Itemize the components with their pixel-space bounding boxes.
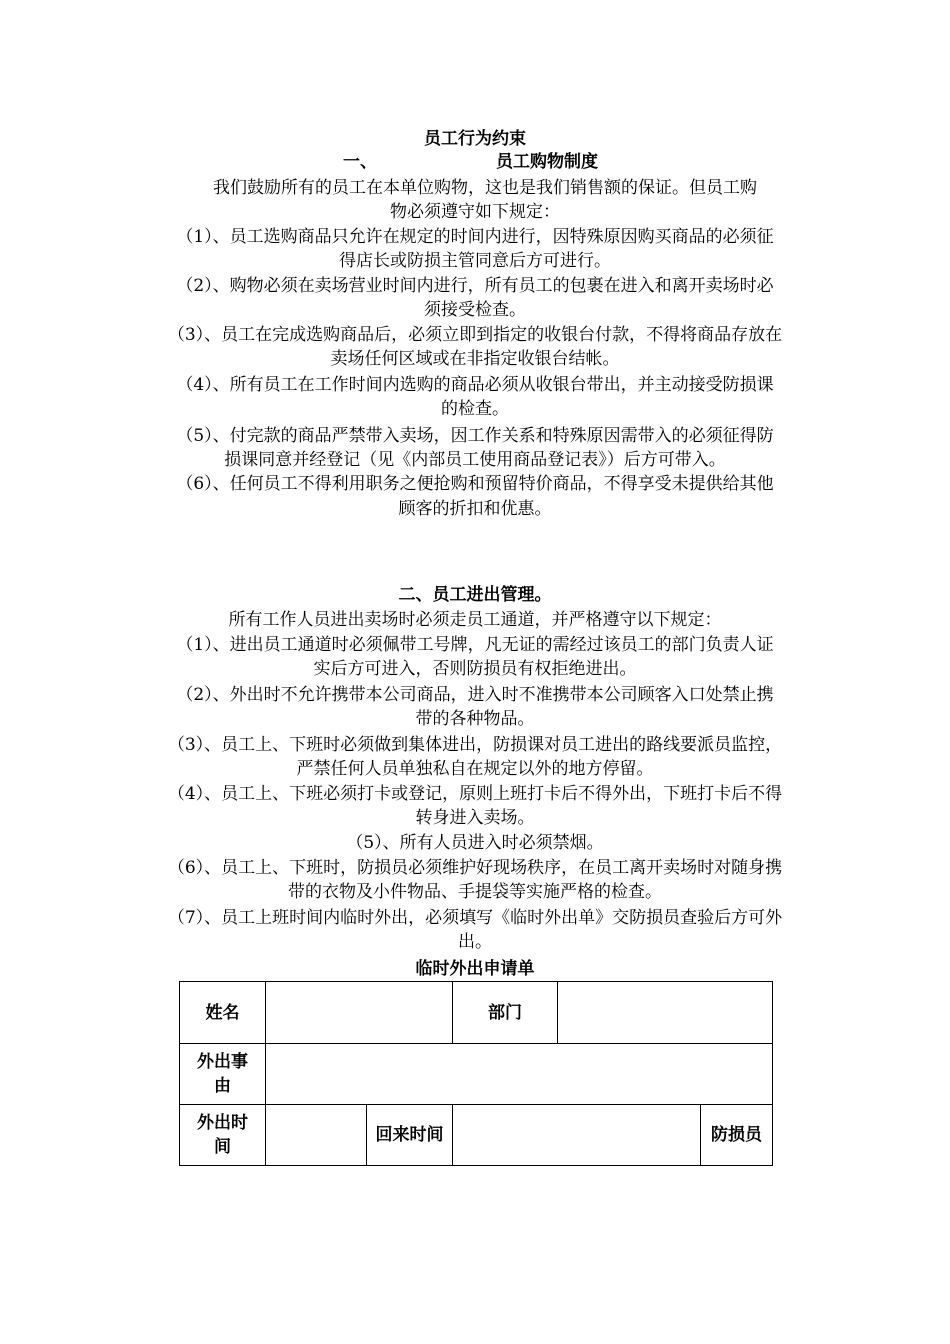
section1-rule6-line1: （6）、任何员工不得利用职务之便抢购和预留特价商品，不得享受未提供给其他 bbox=[176, 474, 774, 494]
section2-rule6-line1: （6）、员工上、下班时，防损员必须维护好现场秩序，在员工离开卖场时对随身携 bbox=[167, 858, 783, 878]
section1-rule4-line1: （4）、所有员工在工作时间内选购的商品必须从收银台带出，并主动接受防损课 bbox=[176, 375, 774, 395]
reason-label bbox=[180, 1044, 266, 1105]
section1-rule4-line2: 的检查。 bbox=[441, 399, 509, 419]
out-time-label bbox=[180, 1105, 266, 1166]
section1-rule1-line1: （1）、员工选购商品只允许在规定的时间内进行，因特殊原因购买商品的必须征 bbox=[176, 227, 774, 247]
section2-rule7-line1: （7）、员工上班时间内临时外出，必须填写《临时外出单》交防损员查验后方可外 bbox=[167, 908, 783, 928]
reason-label-line2: 由 bbox=[214, 1076, 231, 1096]
out-time-value-cell[interactable] bbox=[266, 1105, 367, 1166]
form-row-reason bbox=[180, 1044, 773, 1105]
form-title: 临时外出申请单 bbox=[415, 959, 535, 979]
section1-rule2-line2: 须接受检查。 bbox=[424, 300, 526, 320]
name-value-cell[interactable] bbox=[266, 982, 453, 1044]
dept-value-cell[interactable] bbox=[558, 982, 773, 1044]
section1-rule5-line1: （5）、付完款的商品严禁带入卖场，因工作关系和特殊原因需带入的必须征得防 bbox=[176, 426, 774, 446]
name-label: 姓名 bbox=[180, 982, 266, 1044]
section1-rule3-line1: （3）、员工在完成选购商品后，必须立即到指定的收银台付款，不得将商品存放在 bbox=[167, 325, 783, 345]
out-time-label-line2: 间 bbox=[214, 1137, 231, 1157]
leave-request-form-table bbox=[179, 981, 773, 1166]
reason-label-line1: 外出事 bbox=[197, 1052, 248, 1072]
section2-rule6-line2: 带的衣物及小件物品、手提袋等实施严格的检查。 bbox=[288, 882, 662, 902]
section1-intro-line1: 我们鼓励所有的员工在本单位购物，这也是我们销售额的保证。但员工购 bbox=[213, 178, 757, 198]
section2-rule5-line1: （5）、所有人员进入时必须禁烟。 bbox=[346, 833, 604, 853]
guard-label: 防损员 bbox=[701, 1105, 773, 1166]
section2-rule4-line1: （4）、员工上、下班必须打卡或登记，原则上班打卡后不得外出，下班打卡后不得 bbox=[167, 784, 783, 804]
section2-rule3-line1: （3）、员工上、下班时必须做到集体进出，防损课对员工进出的路线要派员监控， bbox=[167, 735, 783, 755]
section1-intro-line2: 物必须遵守如下规定： bbox=[390, 202, 560, 222]
section1-rule5-line2: 损课同意并经登记（见《内部员工使用商品登记表》）后方可带入。 bbox=[224, 450, 726, 470]
section1-rule2-line1: （2）、购物必须在卖场营业时间内进行，所有员工的包裹在进入和离开卖场时必 bbox=[176, 276, 774, 296]
return-time-value-cell[interactable] bbox=[453, 1105, 701, 1166]
section2-heading: 二、员工进出管理。 bbox=[398, 585, 552, 605]
section2-rule2-line1: （2）、外出时不允许携带本公司商品，进入时不准携带本公司顾客入口处禁止携 bbox=[176, 685, 774, 705]
section1-rule6-line2: 顾客的折扣和优惠。 bbox=[398, 499, 552, 519]
form-row-time bbox=[180, 1105, 773, 1166]
dept-label: 部门 bbox=[453, 982, 558, 1044]
section2-rule4-line2: 转身进入卖场。 bbox=[415, 808, 535, 828]
document-title: 员工行为约束 bbox=[424, 129, 526, 149]
section1-rule3-line2: 卖场任何区域或在非指定收银台结帐。 bbox=[330, 349, 620, 369]
section1-number: 一、 bbox=[343, 152, 377, 172]
section1-heading: 员工购物制度 bbox=[496, 152, 598, 172]
section1-rule1-line2: 得店长或防损主管同意后方可进行。 bbox=[339, 251, 611, 271]
section2-rule3-line2: 严禁任何人员单独私自在规定以外的地方停留。 bbox=[296, 759, 654, 779]
form-row-name bbox=[180, 982, 773, 1044]
out-time-label-line1: 外出时 bbox=[197, 1113, 248, 1133]
reason-value-cell[interactable] bbox=[266, 1044, 773, 1105]
section2-rule1-line1: （1）、进出员工通道时必须佩带工号牌，凡无证的需经过该员工的部门负责人证 bbox=[176, 635, 774, 655]
return-time-label: 回来时间 bbox=[367, 1105, 453, 1166]
section2-intro: 所有工作人员进出卖场时必须走员工通道，并严格遵守以下规定： bbox=[228, 610, 722, 630]
section2-rule1-line2: 实后方可进入，否则防损员有权拒绝进出。 bbox=[313, 659, 637, 679]
section2-rule2-line2: 带的各种物品。 bbox=[415, 709, 535, 729]
section2-rule7-line2: 出。 bbox=[458, 932, 492, 952]
